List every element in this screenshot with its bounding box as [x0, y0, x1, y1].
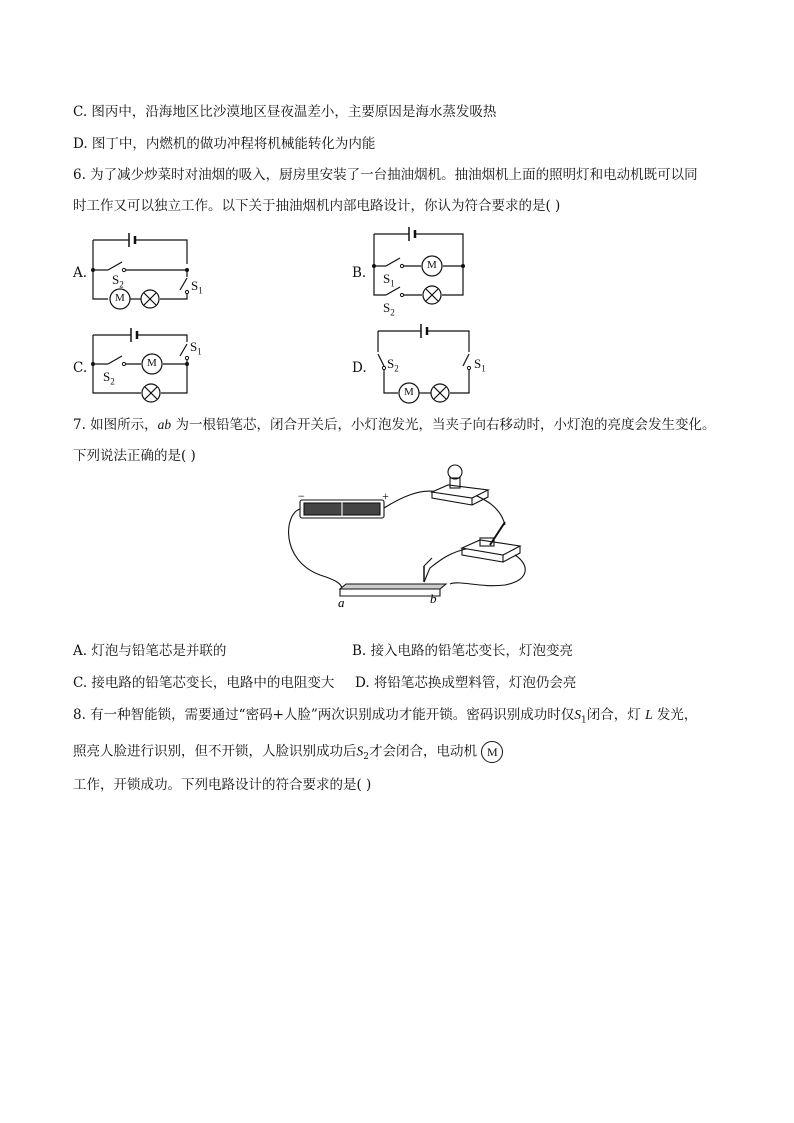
q7-plus-label: + — [382, 489, 389, 503]
q6-stem-line2: 时工作又可以独立工作。以下关于抽油烟机内部电路设计，你认为符合要求的是( ) — [73, 198, 561, 214]
q7-point-b-label: b — [430, 591, 437, 606]
q7-option-d: D. 将铅笔芯换成塑料管，灯泡仍会亮 — [355, 675, 577, 691]
q7-option-a: A. 灯泡与铅笔芯是并联的 — [73, 643, 227, 659]
q6c-motor-label: M — [147, 357, 157, 369]
q6d-s1-label: $S_1$ — [474, 356, 486, 374]
q7-minus-label: − — [298, 489, 305, 503]
q6d-motor-label: M — [404, 386, 414, 398]
motor-symbol-icon: M — [481, 741, 503, 763]
q5-option-d: D. 图丁中，内燃机的做功冲程将机械能转化为内能 — [73, 136, 376, 152]
q8-stem-line2: 照亮人脸进行识别，但不开锁，人脸识别成功后$S_2$才会闭合，电动机 M — [73, 741, 503, 766]
q7-option-b: B. 接入电路的铅笔芯变长，灯泡变亮 — [352, 643, 574, 659]
q7-stem-line1: 7. 如图所示，ab 为一根铅笔芯，闭合开关后，小灯泡发光，当夹子向右移动时，小灯泡的亮度会发生变化。 — [73, 417, 716, 433]
q5-option-c: C. 图丙中，沿海地区比沙漠地区昼夜温差小，主要原因是海水蒸发吸热 — [73, 104, 497, 120]
q6-label-a: A. — [73, 265, 88, 281]
q6a-s2-label: $S_2$ — [112, 272, 124, 290]
q6-label-d: D. — [352, 360, 367, 376]
q7-point-a-label: a — [338, 595, 345, 610]
q7-option-c: C. 接电路的铅笔芯变长，电路中的电阻变大 — [73, 675, 335, 691]
q6-label-b: B. — [352, 265, 367, 281]
q6-stem-line1: 6. 为了减少炒菜时对油烟的吸入，厨房里安装了一台抽油烟机。抽油烟机上面的照明灯和电动机既可以同 — [73, 167, 698, 183]
q7-stem-line2: 下列说法正确的是( ) — [73, 448, 196, 464]
q6d-s2-label: $S_2$ — [387, 356, 399, 374]
q6-label-c: C. — [73, 360, 88, 376]
q6b-motor-label: M — [427, 259, 437, 271]
q8-stem-line3: 工作，开锁成功。下列电路设计的符合要求的是( ) — [73, 777, 372, 793]
q6b-s1-label: $S_1$ — [383, 271, 395, 289]
q6c-s1-label: $S_1$ — [190, 339, 202, 357]
q8-stem-line1: 8. 有一种智能锁，需要通过“密码+人脸”两次识别成功才能开锁。密码识别成功时仅$S_1$闭合，灯 L 发光， — [73, 707, 698, 726]
q6c-s2-label: $S_2$ — [103, 369, 115, 387]
q6a-motor-label: M — [115, 292, 125, 304]
q6b-s2-label: $S_2$ — [383, 300, 395, 318]
q6a-s1-label: $S_1$ — [191, 278, 203, 296]
